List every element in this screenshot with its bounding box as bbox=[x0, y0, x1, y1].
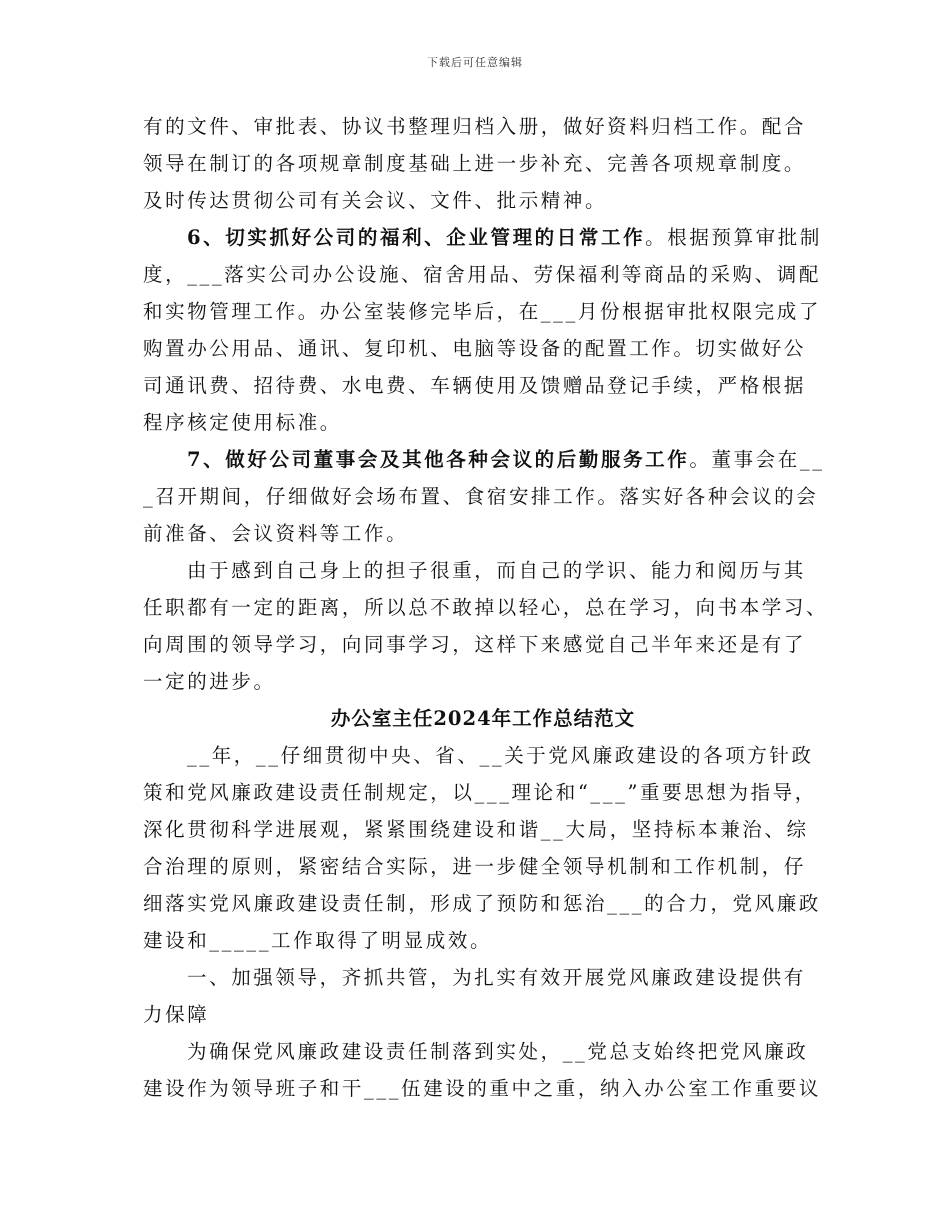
line-text: 购置办公用品、通讯、复印机、电脑等设备的配置工作。切实做好公 bbox=[143, 337, 807, 360]
page-header: 下载后可任意编辑 bbox=[427, 56, 523, 69]
text-line bbox=[143, 108, 823, 145]
text-line bbox=[143, 182, 823, 219]
text-line bbox=[143, 885, 823, 922]
text-line bbox=[143, 1070, 823, 1107]
line-text: 合治理的原则，紧密结合实际，进一步健全领导机制和工作机制，仔 bbox=[143, 855, 807, 878]
line-text: 建设和_____工作取得了明显成效。 bbox=[143, 929, 493, 952]
text-line bbox=[143, 478, 823, 515]
text-line bbox=[143, 1033, 823, 1070]
line-text: __年，__仔细贯彻中央、省、__关于党风廉政建设的各项方针政 bbox=[187, 744, 814, 767]
text-line bbox=[143, 219, 823, 256]
text-line bbox=[143, 774, 823, 811]
line-text: 策和党风廉政建设责任制规定，以___理论和“___”重要思想为指导， bbox=[143, 781, 817, 804]
line-text: 和实物管理工作。办公室装修完毕后，在___月份根据审批权限完成了 bbox=[143, 300, 821, 323]
line-text: 。董事会在__ bbox=[689, 448, 825, 471]
section-title bbox=[143, 700, 823, 737]
text-line bbox=[143, 441, 823, 478]
text-line bbox=[143, 589, 829, 626]
text-line bbox=[143, 552, 823, 589]
text-line bbox=[143, 811, 823, 848]
text-line bbox=[143, 515, 823, 552]
line-text: 一定的进步。 bbox=[143, 670, 276, 693]
line-text: 度，___落实公司办公设施、宿舍用品、劳保福利等商品的采购、调配 bbox=[143, 263, 821, 286]
line-text: 任职都有一定的距离，所以总不敢掉以轻心，总在学习，向书本学习、 bbox=[143, 596, 829, 619]
text-line bbox=[143, 626, 823, 663]
text-line bbox=[143, 737, 823, 774]
text-line bbox=[143, 848, 823, 885]
text-line bbox=[143, 922, 823, 959]
line-text: 细落实党风廉政建设责任制，形成了预防和惩治___的合力，党风廉政 bbox=[143, 892, 821, 915]
line-text: 有的文件、审批表、协议书整理归档入册，做好资料归档工作。配合 bbox=[143, 115, 807, 138]
text-line bbox=[143, 996, 823, 1033]
text-line bbox=[143, 293, 823, 330]
line-text: 及时传达贯彻公司有关会议、文件、批示精神。 bbox=[143, 189, 608, 212]
line-text: 前准备、会议资料等工作。 bbox=[143, 522, 409, 545]
line-text: 。根据预算审批制 bbox=[645, 226, 822, 249]
text-line bbox=[143, 959, 823, 996]
text-line bbox=[143, 330, 823, 367]
text-line bbox=[143, 367, 823, 404]
line-text: 建设作为领导班子和干___伍建设的重中之重，纳入办公室工作重要议 bbox=[143, 1077, 821, 1100]
text-line bbox=[143, 663, 823, 700]
text-line bbox=[143, 145, 823, 182]
bold-heading: 7、做好公司董事会及其他各种会议的后勤服务工作 bbox=[187, 448, 690, 471]
line-text: 深化贯彻科学进展观，紧紧围绕建设和谐__大局，坚持标本兼治、综 bbox=[143, 818, 809, 841]
line-text: 司通讯费、招待费、水电费、车辆使用及馈赠品登记手续，严格根据 bbox=[143, 374, 807, 397]
document-body bbox=[143, 108, 829, 1107]
text-line bbox=[143, 404, 823, 441]
line-text: 由于感到自己身上的担子很重，而自己的学识、能力和阅历与其 bbox=[187, 559, 806, 582]
line-text: 向周围的领导学习，向同事学习，这样下来感觉自己半年来还是有了 bbox=[143, 633, 807, 656]
line-text: 一、加强领导，齐抓共管，为扎实有效开展党风廉政建设提供有 bbox=[187, 966, 806, 989]
line-text: 办公室主任2024年工作总结范文 bbox=[330, 707, 636, 730]
line-text: 领导在制订的各项规章制度基础上进一步补充、完善各项规章制度。 bbox=[143, 152, 807, 175]
line-text: _召开期间，仔细做好会场布置、食宿安排工作。落实好各种会议的会 bbox=[143, 485, 819, 508]
bold-heading: 6、切实抓好公司的福利、企业管理的日常工作 bbox=[187, 226, 646, 249]
line-text: 为确保党风廉政建设责任制落到实处，__党总支始终把党风廉政 bbox=[187, 1040, 809, 1063]
line-text: 力保障 bbox=[143, 1003, 210, 1026]
line-text: 程序核定使用标准。 bbox=[143, 411, 342, 434]
text-line bbox=[143, 256, 823, 293]
